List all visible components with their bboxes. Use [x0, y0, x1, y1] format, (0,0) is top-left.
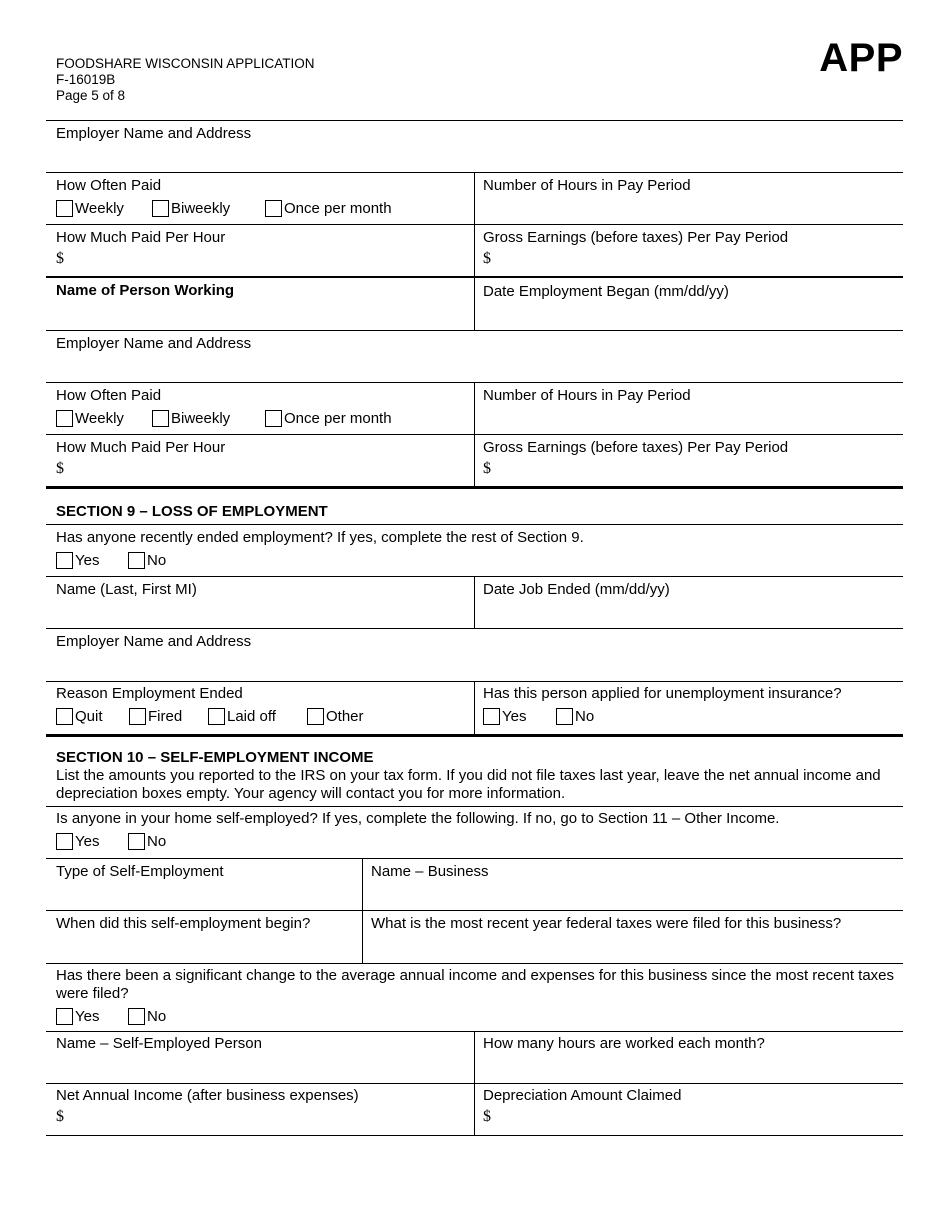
section-divider: [46, 486, 903, 489]
section-9-title: SECTION 9 – LOSS OF EMPLOYMENT: [56, 503, 328, 520]
ui-no-checkbox[interactable]: [556, 706, 594, 726]
column-divider: [474, 576, 475, 628]
no-label: No: [147, 832, 167, 850]
form-number: F-16019B: [56, 72, 116, 87]
yes-label: Yes: [75, 1007, 100, 1025]
employer-label: Employer Name and Address: [56, 125, 252, 142]
tax-year-label: What is the most recent year federal taxes were filed for this business?: [371, 915, 842, 932]
checkbox-box[interactable]: [128, 1008, 145, 1025]
once-per-month-checkbox[interactable]: [265, 408, 392, 428]
type-self-employment-label: Type of Self-Employment: [56, 863, 224, 880]
divider: [46, 858, 903, 859]
checkbox-box[interactable]: [483, 708, 500, 725]
currency-symbol: $: [483, 460, 491, 477]
name-label: Name (Last, First MI): [56, 581, 197, 598]
checkbox-box[interactable]: [56, 200, 73, 217]
how-often-paid-label: How Often Paid: [56, 387, 162, 404]
gross-earnings-label: Gross Earnings (before taxes) Per Pay Period: [483, 229, 789, 246]
weekly-label: Weekly: [75, 409, 124, 427]
biweekly-label: Biweekly: [171, 409, 231, 427]
no-label: No: [147, 1007, 167, 1025]
ended-no-checkbox[interactable]: [128, 550, 166, 570]
date-job-ended-label: Date Job Ended (mm/dd/yy): [483, 581, 670, 598]
checkbox-box[interactable]: [129, 708, 146, 725]
weekly-label: Weekly: [75, 199, 124, 217]
checkbox-box[interactable]: [128, 552, 145, 569]
divider: [46, 224, 903, 225]
divider: [46, 434, 903, 435]
divider: [46, 524, 903, 525]
hours-in-pay-period-label: Number of Hours in Pay Period: [483, 387, 691, 404]
paid-per-hour-label: How Much Paid Per Hour: [56, 229, 226, 246]
depreciation-label: Depreciation Amount Claimed: [483, 1087, 682, 1104]
currency-symbol: $: [483, 1108, 491, 1125]
self-employed-no-checkbox[interactable]: [128, 831, 166, 851]
currency-symbol: $: [56, 460, 64, 477]
checkbox-box[interactable]: [56, 708, 73, 725]
gross-earnings-label: Gross Earnings (before taxes) Per Pay Period: [483, 439, 789, 456]
no-label: No: [147, 551, 167, 569]
section-10-instructions: List the amounts you reported to the IRS on your tax form. If you did not file taxes last year, leave the net annual income and depreciation boxes empty. Your agency will contact you for more information.: [56, 767, 881, 802]
other-label: Other: [326, 707, 364, 725]
yes-label: Yes: [75, 551, 100, 569]
self-employed-question: Is anyone in your home self-employed? If yes, complete the following. If no, go to Section 11 – Other Income.: [56, 810, 780, 827]
checkbox-box[interactable]: [152, 410, 169, 427]
reason-ended-label: Reason Employment Ended: [56, 685, 243, 702]
weekly-checkbox[interactable]: [56, 198, 124, 218]
checkbox-box[interactable]: [265, 200, 282, 217]
divider: [46, 330, 903, 331]
how-often-paid-label: How Often Paid: [56, 177, 162, 194]
currency-symbol: $: [56, 250, 64, 267]
once-per-month-label: Once per month: [284, 409, 392, 427]
change-yes-checkbox[interactable]: [56, 1006, 99, 1026]
section-divider: [46, 734, 903, 737]
page-number: Page 5 of 8: [56, 88, 126, 103]
column-divider: [474, 278, 475, 330]
checkbox-box[interactable]: [307, 708, 324, 725]
checkbox-box[interactable]: [128, 833, 145, 850]
hours-per-month-label: How many hours are worked each month?: [483, 1035, 765, 1052]
form-title: FOODSHARE WISCONSIN APPLICATION: [56, 56, 315, 71]
unemployment-question: Has this person applied for unemployment insurance?: [483, 685, 842, 702]
change-no-checkbox[interactable]: [128, 1006, 166, 1026]
checkbox-box[interactable]: [265, 410, 282, 427]
currency-symbol: $: [483, 250, 491, 267]
self-employed-yes-checkbox[interactable]: [56, 831, 99, 851]
divider: [46, 806, 903, 807]
fired-checkbox[interactable]: [129, 706, 182, 726]
checkbox-box[interactable]: [56, 410, 73, 427]
other-checkbox[interactable]: [307, 706, 364, 726]
app-mark: APP: [819, 36, 903, 80]
when-began-label: When did this self-employment begin?: [56, 915, 311, 932]
yes-label: Yes: [502, 707, 527, 725]
currency-symbol: $: [56, 1108, 64, 1125]
checkbox-box[interactable]: [152, 200, 169, 217]
checkbox-box[interactable]: [556, 708, 573, 725]
date-employment-began-label: Date Employment Began (mm/dd/yy): [483, 283, 729, 300]
no-label: No: [575, 707, 595, 725]
significant-change-question: Has there been a significant change to the average annual income and expenses for this business since the most recent taxes were filed?: [56, 967, 895, 1002]
ui-yes-checkbox[interactable]: [483, 706, 526, 726]
paid-per-hour-label: How Much Paid Per Hour: [56, 439, 226, 456]
checkbox-box[interactable]: [208, 708, 225, 725]
employer-label: Employer Name and Address: [56, 335, 252, 352]
column-divider: [474, 681, 475, 734]
net-annual-income-label: Net Annual Income (after business expenses): [56, 1087, 359, 1104]
biweekly-checkbox[interactable]: [152, 408, 230, 428]
checkbox-box[interactable]: [56, 1008, 73, 1025]
biweekly-label: Biweekly: [171, 199, 231, 217]
business-name-label: Name – Business: [371, 863, 489, 880]
self-employed-person-label: Name – Self-Employed Person: [56, 1035, 262, 1052]
quit-checkbox[interactable]: [56, 706, 103, 726]
checkbox-box[interactable]: [56, 552, 73, 569]
divider: [46, 963, 903, 964]
ended-employment-question: Has anyone recently ended employment? If yes, complete the rest of Section 9.: [56, 529, 584, 546]
section-10-title: SECTION 10 – SELF-EMPLOYMENT INCOME: [56, 749, 374, 766]
divider: [46, 628, 903, 629]
divider: [46, 120, 903, 121]
divider: [46, 1135, 903, 1136]
yes-label: Yes: [75, 832, 100, 850]
checkbox-box[interactable]: [56, 833, 73, 850]
fired-label: Fired: [148, 707, 183, 725]
ended-yes-checkbox[interactable]: [56, 550, 99, 570]
quit-label: Quit: [75, 707, 103, 725]
laid-off-checkbox[interactable]: [208, 706, 276, 726]
divider: [46, 1083, 903, 1084]
hours-in-pay-period-label: Number of Hours in Pay Period: [483, 177, 691, 194]
once-per-month-checkbox[interactable]: [265, 198, 392, 218]
divider: [46, 910, 903, 911]
biweekly-checkbox[interactable]: [152, 198, 230, 218]
laid-off-label: Laid off: [227, 707, 276, 725]
person-working-label: Name of Person Working: [56, 282, 235, 299]
once-per-month-label: Once per month: [284, 199, 392, 217]
employer-label: Employer Name and Address: [56, 633, 252, 650]
form-header: [56, 56, 315, 104]
weekly-checkbox[interactable]: [56, 408, 124, 428]
